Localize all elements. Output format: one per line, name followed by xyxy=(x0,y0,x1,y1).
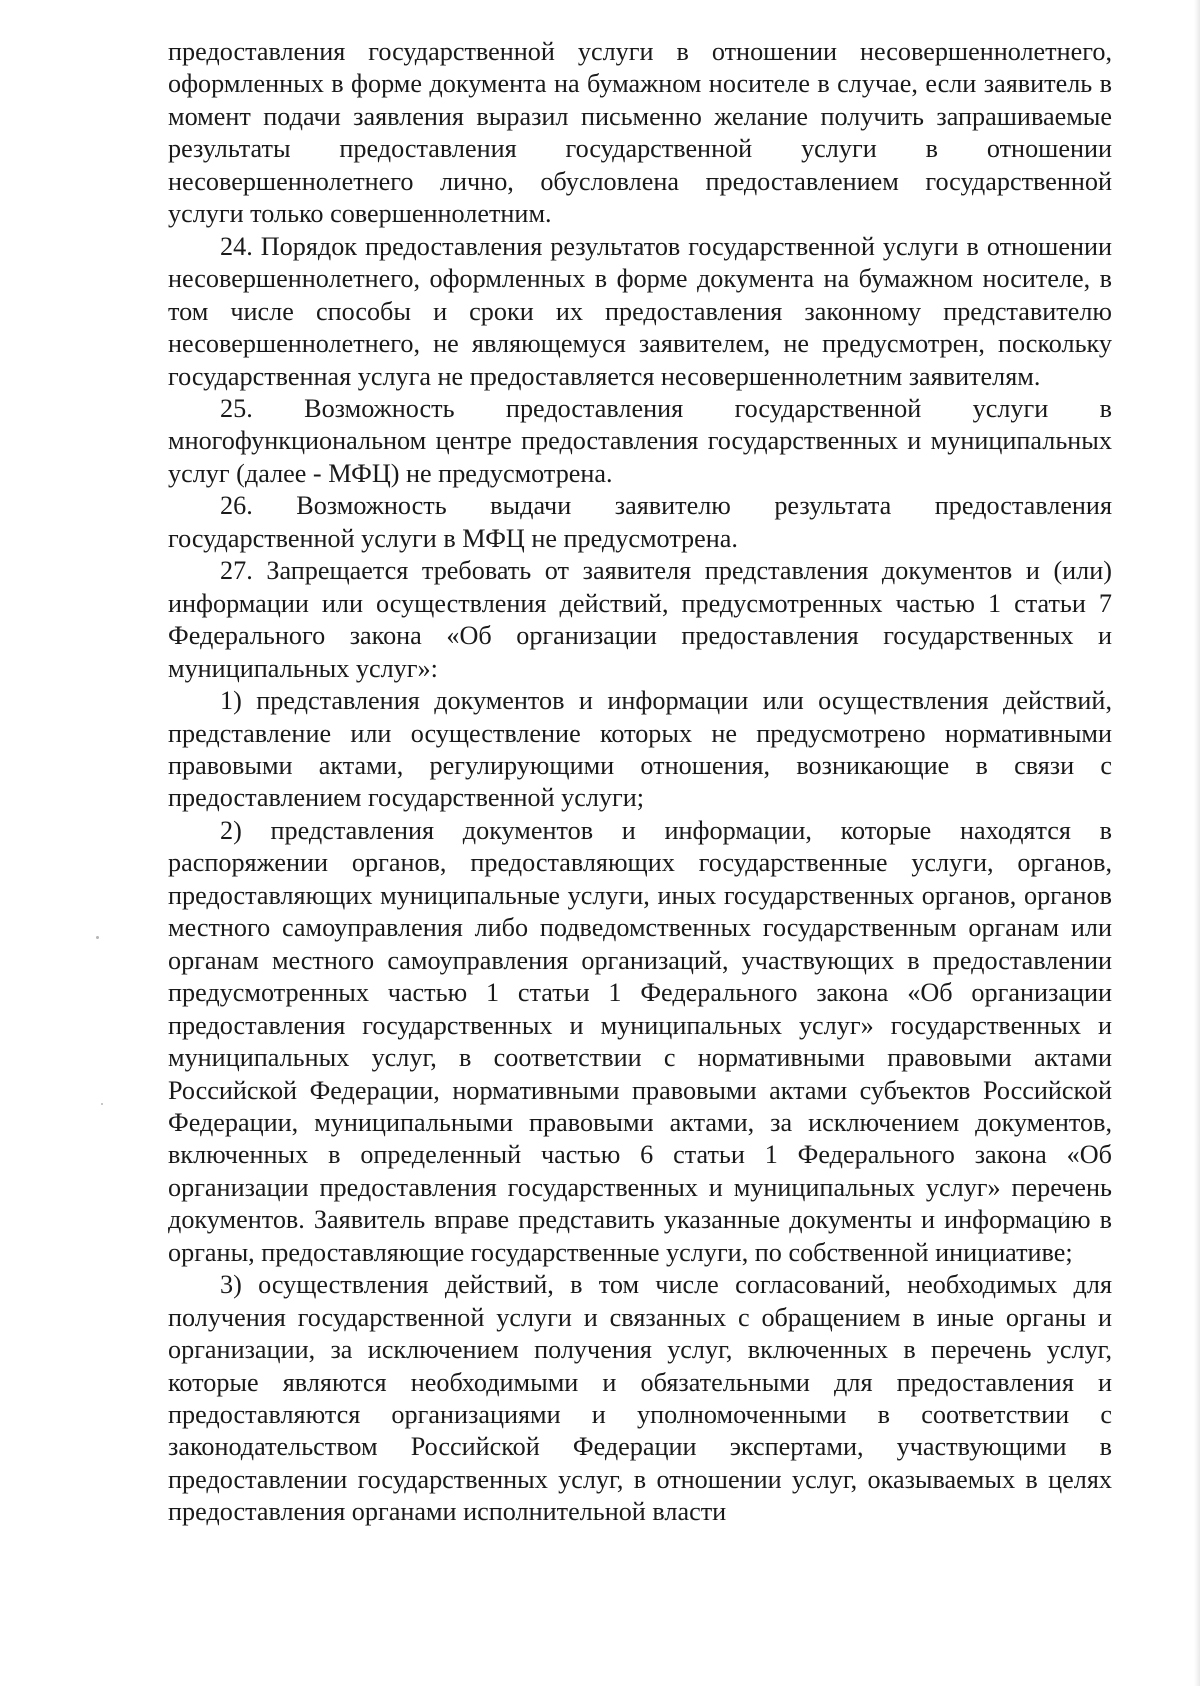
scan-edge xyxy=(1194,0,1200,1686)
scan-speck xyxy=(96,936,99,939)
paragraph-continuation: предоставления государственной услуги в отношении несовершеннолетнего, оформленных в форме документа на бумажном носителе в случае, если заявитель в момент подачи заявления выразил письменно желание получить запрашиваемые результаты предоставления государственной услуги в отношении несовершеннолетнего лично, обусловлена предоставлением государственной услуги только совершеннолетним. xyxy=(168,37,1112,229)
paragraph-24: 24. Порядок предоставления результатов государственной услуги в отношении несовершеннолетнего, оформленных в форме документа на бумажном носителе, в том числе способы и сроки их предоставления законному представителю несовершеннолетнего, не являющемуся заявителем, не предусмотрен, поскольку государственная услуга не предоставляется несовершеннолетним заявителям. xyxy=(168,231,1112,391)
list-item-2: 2) представления документов и информации, которые находятся в распоряжении органов, предоставляющих государственные услуги, органов, предоставляющих муниципальные услуги, иных государственных органов, органов местного самоуправления либо подведомственных государственным органам или органам местного самоуправления организаций, участвующих в предоставлении предусмотренных частью 1 статьи 1 Федерального закона «Об организации предоставления государственных и муниципальных услуг» государственных и муниципальных услуг, в соответствии с нормативными правовыми актами Российской Федерации, нормативными правовыми актами субъектов Российской Федерации, муниципальными правовыми актами, за исключением документов, включенных в определенный частью 6 статьи 1 Федерального закона «Об организации предоставления государственных и муниципальных услуг» перечень документов. Заявитель вправе представить указанные документы и информацию в органы, предоставляющие государственные услуги, по собственной инициативе; xyxy=(168,815,1112,1267)
paragraph-25: 25. Возможность предоставления государственной услуги в многофункциональном центре предоставления государственных и муниципальных услуг (далее - МФЦ) не предусмотрена. xyxy=(168,393,1112,488)
document-body xyxy=(168,36,1112,1529)
scan-speck xyxy=(101,1103,103,1105)
list-item-1: 1) представления документов и информации или осуществления действий, представление или осуществление которых не предусмотрено нормативными правовыми актами, регулирующими отношения, возникающие в связи с предоставлением государственной услуги; xyxy=(168,686,1112,813)
list-item-3: 3) осуществления действий, в том числе согласований, необходимых для получения государственной услуги и связанных с обращением в иные органы и организации, за исключением получения услуг, включенных в перечень услуг, которые являются необходимыми и обязательными для предоставления и предоставляются организациями и уполномоченными в соответствии с законодательством Российской Федерации экспертами, участвующими в предоставлении государственных услуг, в отношении услуг, оказываемых в целях предоставления органами исполнительной власти xyxy=(168,1270,1112,1527)
paragraph-27: 27. Запрещается требовать от заявителя представления документов и (или) информации или осуществления действий, предусмотренных частью 1 статьи 7 Федерального закона «Об организации предоставления государственных и муниципальных услуг»: xyxy=(168,556,1112,683)
paragraph-26: 26. Возможность выдачи заявителю результата предоставления государственной услуги в МФЦ не предусмотрена. xyxy=(168,491,1112,553)
